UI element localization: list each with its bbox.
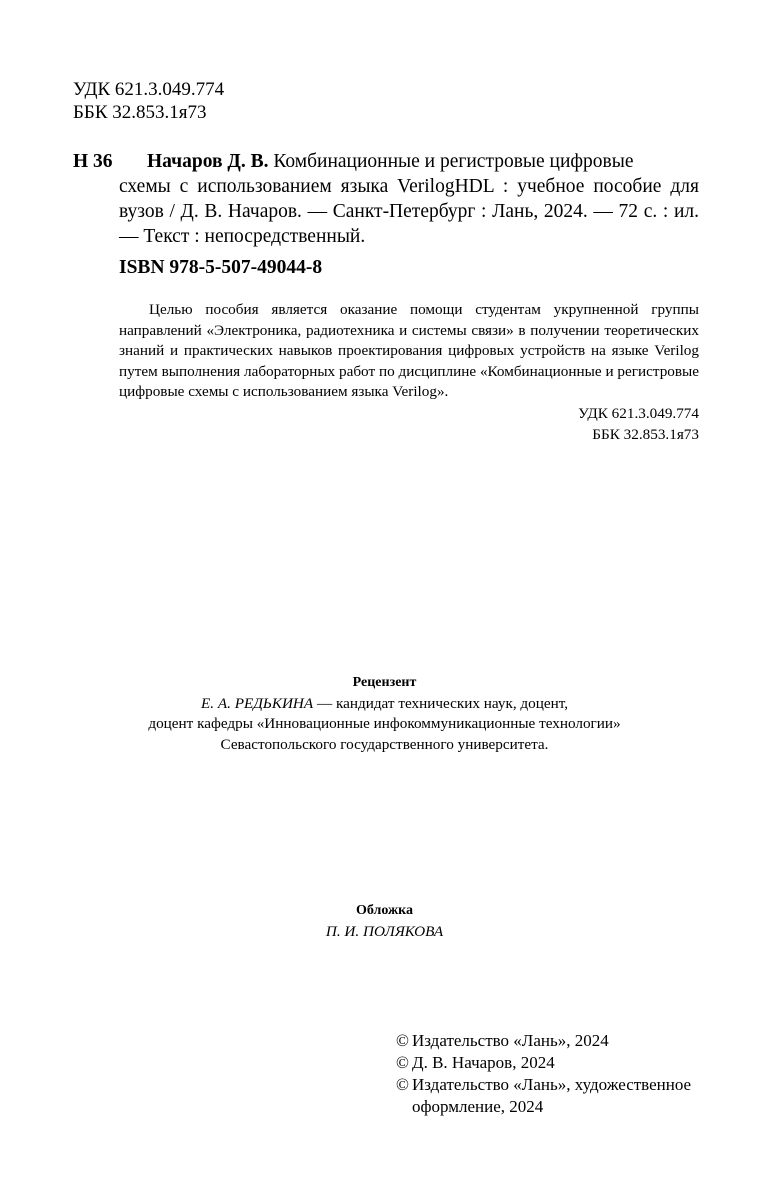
reviewer-line-3: Севастопольского государственного университета. bbox=[220, 735, 549, 753]
copyright-publisher: Издательство «Лань», 2024 bbox=[412, 1031, 609, 1050]
reviewer-title: — кандидат технических наук, доцент, bbox=[313, 694, 569, 712]
abstract: Целью пособия является оказание помощи студентам укрупненной группы направлений «Электроника, радиотехника и системы связи» в получении теоретических знаний и практических навыков проектирования цифровых устройств на языке Verilog путем выполнения лабораторных работ по дисциплине «Комбинационные и регистровые цифровые схемы с использованием языка Verilog». bbox=[119, 301, 699, 400]
title-line-1: Комбинационные и регистровые цифровые bbox=[273, 151, 634, 172]
footer-classification-codes bbox=[578, 404, 699, 445]
reviewer-block bbox=[0, 673, 769, 755]
author-mark: Н 36 bbox=[73, 151, 113, 172]
copyright-line bbox=[396, 1074, 716, 1118]
author-name: Начаров Д. В. bbox=[147, 151, 269, 172]
copyright-symbol: © bbox=[396, 1031, 409, 1050]
bibliographic-description: схемы с использованием языка VerilogHDL : учебное пособие для вузов / Д. В. Начаров. — Санкт-Петербург : Лань, 2024. — 72 с. : ил. — Текст : непосредственный. bbox=[119, 176, 699, 247]
reviewer-name: Е. А. РЕДЬКИНА bbox=[200, 694, 314, 712]
cover-heading: Обложка bbox=[355, 903, 414, 918]
copyright-block bbox=[396, 1030, 716, 1118]
reviewer-line-1 bbox=[0, 694, 769, 715]
footer-bbk-code: ББК 32.853.1я73 bbox=[592, 425, 699, 443]
isbn: ISBN 978-5-507-49044-8 bbox=[119, 257, 323, 278]
copyright-symbol: © bbox=[396, 1075, 409, 1094]
cover-artist: П. И. ПОЛЯКОВА bbox=[325, 922, 444, 940]
copyright-author: Д. В. Начаров, 2024 bbox=[412, 1053, 555, 1072]
udk-code: УДК 621.3.049.774 bbox=[73, 79, 225, 100]
copyright-symbol: © bbox=[396, 1053, 409, 1072]
copyright-line bbox=[396, 1030, 716, 1052]
reviewer-line-2: доцент кафедры «Инновационные инфокоммуникационные технологии» bbox=[148, 715, 621, 732]
cover-credit bbox=[0, 901, 769, 942]
copyright-line bbox=[396, 1052, 716, 1074]
bbk-code: ББК 32.853.1я73 bbox=[73, 102, 207, 123]
footer-udk-code: УДК 621.3.049.774 bbox=[578, 405, 699, 422]
copyright-design: Издательство «Лань», художественное оформление, 2024 bbox=[412, 1075, 692, 1116]
bibliographic-entry-rest bbox=[119, 174, 699, 249]
bibliographic-entry bbox=[147, 149, 699, 174]
reviewer-heading: Рецензент bbox=[352, 675, 417, 690]
classification-codes bbox=[73, 78, 224, 124]
